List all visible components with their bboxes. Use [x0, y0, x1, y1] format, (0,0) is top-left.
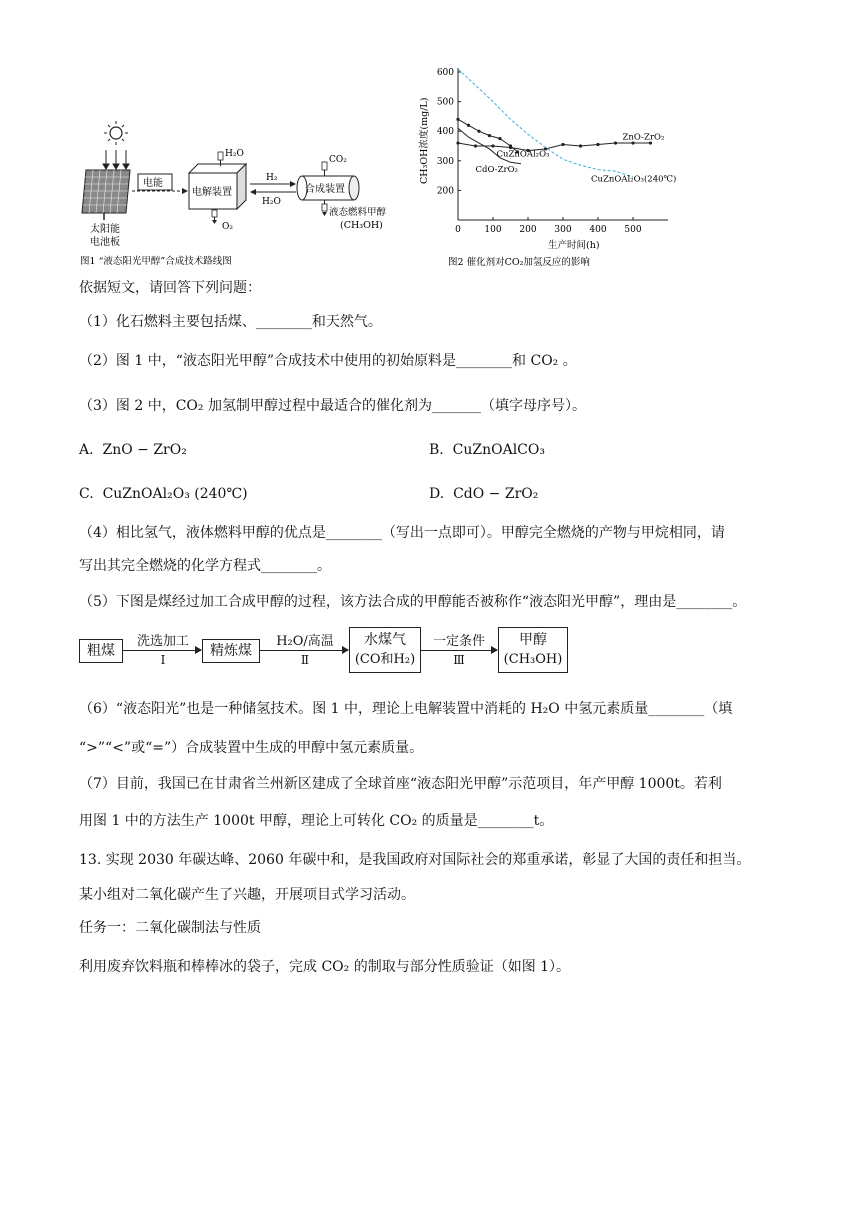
option-b: B. CuZnOAlCO₃ [429, 442, 545, 458]
flow-step2-top: H₂O/高温 [276, 634, 334, 649]
x-tick-label: 400 [589, 225, 607, 235]
figure2-caption: 图2 催化剂对CO₂加氢反应的影响 [448, 257, 590, 268]
series-point [491, 144, 494, 147]
x-tick-label: 100 [484, 225, 502, 235]
question-13-line2: 某小组对二氧化碳产生了兴趣，开展项目式学习活动。 [79, 887, 415, 903]
x-tick-label: 0 [455, 225, 461, 235]
question-3: （3）图 2 中，CO₂ 加氢制甲醇过程中最适合的催化剂为_______（填字母序号）。 [79, 398, 586, 414]
series-point [561, 143, 564, 146]
task1-heading: 任务一：二氧化碳制法与性质 [79, 920, 261, 936]
solar-panel-label-1: 太阳能 [90, 224, 120, 235]
task1-description: 利用废弃饮料瓶和棒棒冰的袋子，完成 CO₂ 的制取与部分性质验证（如图 1）。 [79, 959, 571, 975]
x-tick-label: 200 [519, 225, 537, 235]
y-tick-label: 500 [436, 97, 454, 108]
sunlight-arrows [103, 150, 129, 169]
series-point [596, 143, 599, 146]
flow-step3-top: 一定条件 [432, 634, 485, 649]
question-2: （2）图 1 中，“液态阳光甲醇”合成技术中使用的初始原料是________和 CO₂ 。 [79, 353, 577, 369]
question-6-line1: （6）“液态阳光”也是一种储氢技术。图 1 中，理论上电解装置中消耗的 H₂O 中氢元素质量________（填 [79, 701, 733, 717]
intro-text: 依据短文，请回答下列问题： [79, 280, 261, 296]
product-label: 液态燃料甲醇 [329, 207, 387, 218]
series-point [456, 118, 459, 121]
series-point [474, 144, 477, 147]
series-label: CuZnOAl₂O₃(240℃) [591, 174, 677, 185]
figure1-diagram [76, 118, 406, 268]
figure1-caption: 图1 “液态阳光甲醇”合成技术路线图 [80, 256, 232, 267]
y-tick-label: 600 [436, 68, 454, 78]
sun-icon [104, 121, 128, 145]
series-label: CdO-ZrO₂ [475, 165, 518, 176]
flow-step2-bottom: Ⅱ [300, 653, 310, 667]
flow-step3-bottom: Ⅲ [453, 653, 465, 667]
coal-flow-chart [79, 625, 579, 675]
h2-label: H₂ [266, 173, 278, 183]
series-label: ZnO-ZrO₂ [622, 132, 665, 143]
electrolyzer-label: 电解装置 [192, 187, 232, 198]
series-line [458, 69, 633, 177]
product-formula: (CH₃OH) [340, 220, 383, 231]
question-1: （1）化石燃料主要包括煤、________和天然气。 [79, 314, 382, 330]
x-tick-label: 500 [624, 225, 642, 235]
flow-box-refined-coal: 精炼煤 [202, 639, 260, 663]
electrolyzer-o2-out: O₂ [222, 222, 233, 232]
chart-xlabel: 生产时间(h) [548, 240, 600, 251]
series-point [488, 134, 491, 137]
series-point [498, 137, 501, 140]
series-point [477, 130, 480, 133]
chart-ylabel: CH₃OH浓度(mg/L) [419, 97, 430, 184]
question-13-line1: 13. 实现 2030 年碳达峰、2060 年碳中和，是我国政府对国际社会的郑重承诺，彰显了大国的责任和担当。 [79, 852, 751, 868]
y-tick-label: 200 [436, 186, 454, 197]
question-4-line1: （4）相比氢气，液体燃料甲醇的优点是________（写出一点即可）。甲醇完全燃烧的产物与甲烷相同，请 [79, 525, 725, 541]
synthesis-label: 合成装置 [305, 184, 345, 195]
flow-box-water-gas: 水煤气 (CO和H₂) [349, 627, 421, 673]
series-point [456, 141, 459, 144]
figure2-chart [414, 60, 684, 270]
series-line [458, 143, 651, 150]
solar-panel-label-2: 电池板 [90, 237, 120, 248]
flow-box-methanol: 甲醇 (CH₃OH) [498, 627, 568, 673]
option-a: A. ZnO − ZrO₂ [79, 442, 187, 458]
solar-panel-icon [82, 170, 130, 220]
series-point [467, 124, 470, 127]
x-tick-label: 300 [554, 225, 572, 235]
y-tick-label: 300 [436, 156, 454, 167]
series-label: CuZnOAl₂O₃ [496, 149, 550, 160]
flow-box-raw-coal: 粗煤 [79, 639, 123, 663]
question-4-line2: 写出其完全燃烧的化学方程式________。 [79, 558, 331, 574]
question-5: （5）下图是煤经过加工合成甲醇的过程，该方法合成的甲醇能否被称作“液态阳光甲醇”，理由是________。 [79, 594, 747, 610]
question-6-line2: “>”“<”或“=”）合成装置中生成的甲醇中氢元素质量。 [79, 740, 424, 756]
h2o-back-label: H₂O [262, 197, 281, 207]
synthesis-co2-in: CO₂ [329, 155, 347, 165]
question-7-line1: （7）目前，我国已在甘肃省兰州新区建成了全球首座“液态阳光甲醇”示范项目，年产甲醇 1000t。若利 [79, 776, 722, 792]
option-d: D. CdO − ZrO₂ [429, 486, 539, 502]
question-7-line2: 用图 1 中的方法生产 1000t 甲醇，理论上可转化 CO₂ 的质量是________t。 [79, 813, 554, 829]
option-c: C. CuZnOAl₂O₃ (240℃) [79, 486, 248, 502]
series-point [509, 144, 512, 147]
flow-step1-top: 洗选加工 [136, 634, 189, 649]
series-point [579, 144, 582, 147]
electrolyzer-h2o-in: H₂O [225, 149, 244, 159]
electric-label: 电能 [143, 178, 163, 189]
series-point [614, 141, 617, 144]
y-tick-label: 400 [436, 127, 454, 138]
flow-step1-bottom: Ⅰ [160, 653, 166, 667]
